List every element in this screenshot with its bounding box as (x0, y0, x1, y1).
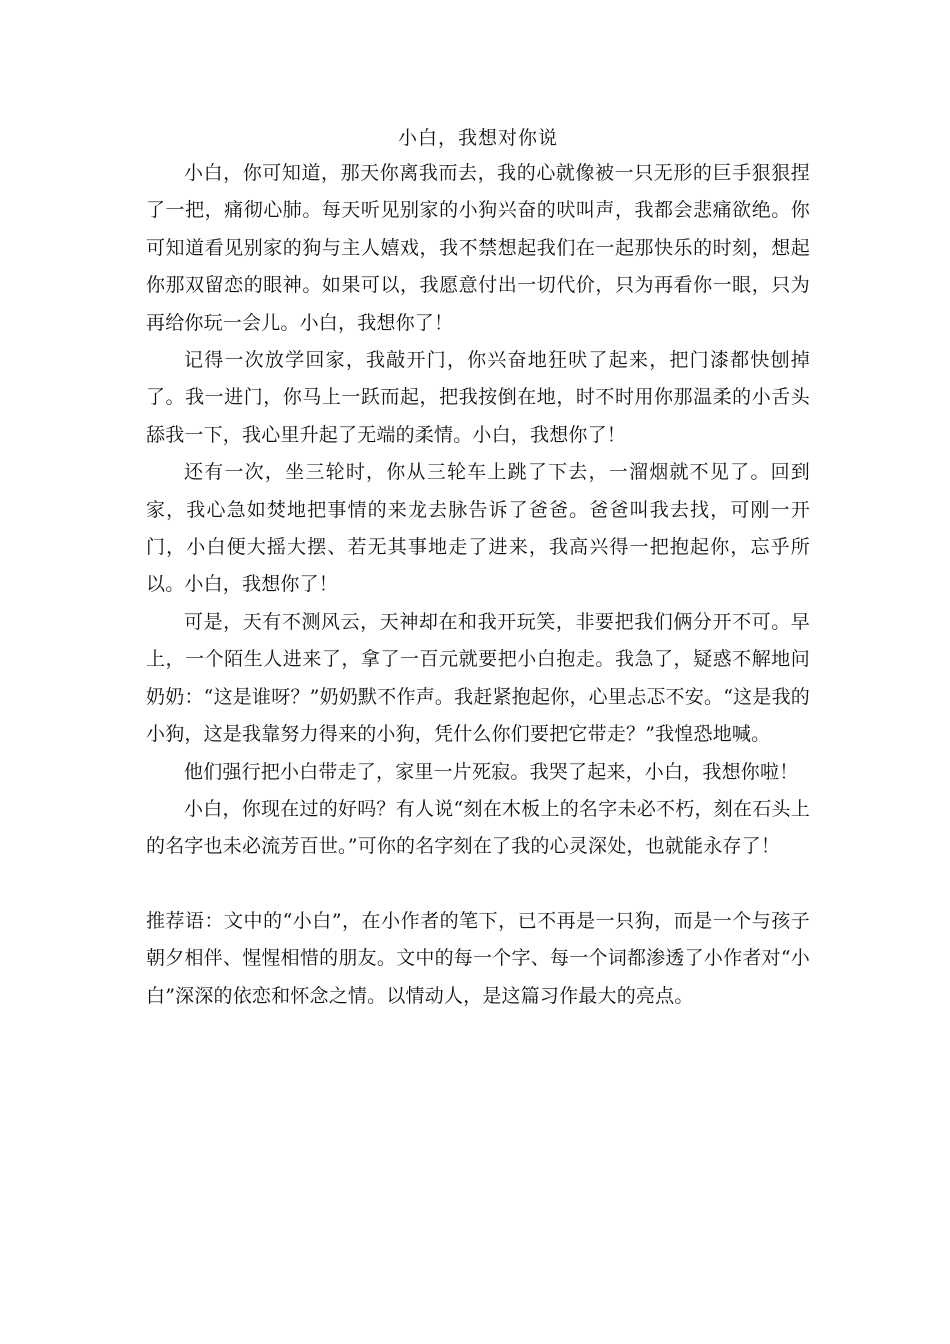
document-page (146, 123, 810, 1015)
paragraph-1: 小白，你可知道，那天你离我而去，我的心就像被一只无形的巨手狠狠捏了一把，痛彻心肺。每天听见别家的小狗兴奋的吠叫声，我都会悲痛欲绝。你可知道看见别家的狗与主人嬉戏，我不禁想起我们在一起那快乐的时刻，想起你那双留恋的眼神。如果可以，我愿意付出一切代价，只为再看你一眼，只为再给你玩一会儿。小白，我想你了！ (146, 162, 810, 334)
paragraph-5: 他们强行把小白带走了，家里一片死寂。我哭了起来，小白，我想你啦！ (184, 760, 799, 783)
paragraph-6: 小白，你现在过的好吗？有人说“刻在木板上的名字未必不朽，刻在石头上的名字也未必流芳百世。”可你的名字刻在了我的心灵深处，也就能永存了！ (146, 797, 810, 858)
essay-title: 小白，我想对你说 (397, 127, 558, 149)
paragraph-2: 记得一次放学回家，我敲开门，你兴奋地狂吠了起来，把门漆都快刨掉了。我一进门，你马上一跃而起，把我按倒在地，时不时用你那温柔的小舌头舔我一下，我心里升起了无端的柔情。小白，我想你了！ (146, 349, 810, 446)
paragraph-3: 还有一次，坐三轮时，你从三轮车上跳了下去，一溜烟就不见了。回到家，我心急如焚地把事情的来龙去脉告诉了爸爸。爸爸叫我去找，可刚一开门，小白便大摇大摆、若无其事地走了进来，我高兴得一把抱起你，忘乎所以。小白，我想你了！ (146, 461, 810, 596)
paragraph-4: 可是，天有不测风云，天神却在和我开玩笑，非要把我们俩分开不可。早上，一个陌生人进来了，拿了一百元就要把小白抱走。我急了，疑惑不解地问奶奶：“这是谁呀？”奶奶默不作声。我赶紧抱起你，心里忐忑不安。“这是我的小狗，这是我靠努力得来的小狗，凭什么你们要把它带走？”我惶恐地喊。 (146, 610, 810, 746)
recommendation-note: 推荐语：文中的“小白”，在小作者的笔下，已不再是一只狗，而是一个与孩子朝夕相伴、惺惺相惜的朋友。文中的每一个字、每一个词都渗透了小作者对“小白”深深的依恋和怀念之情。以情动人，是这篇习作最大的亮点。 (146, 909, 810, 1007)
